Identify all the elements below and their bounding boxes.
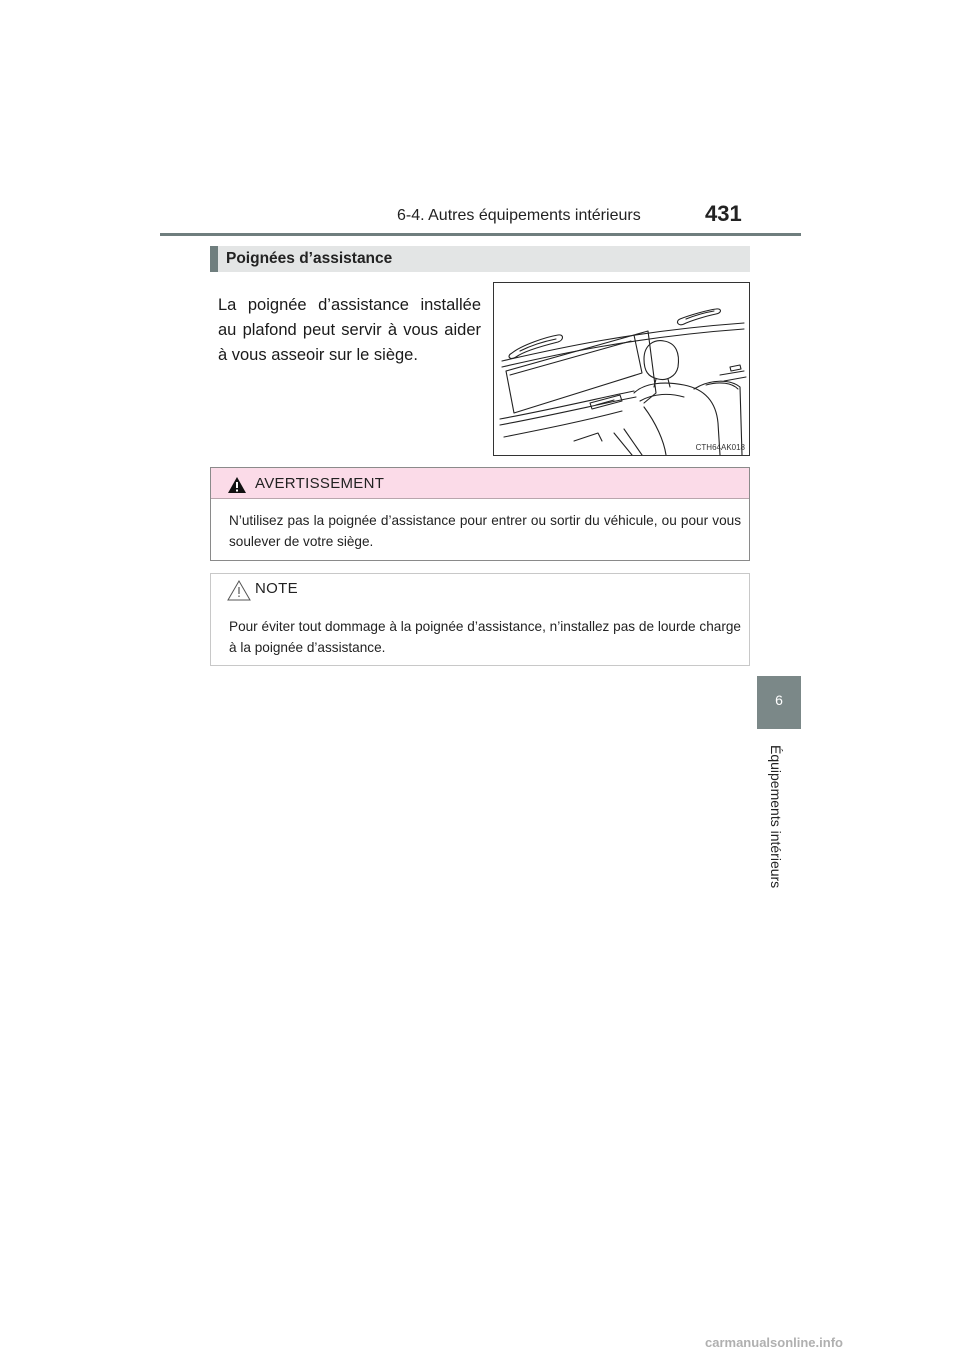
warning-triangle-outline-icon bbox=[227, 580, 251, 606]
warning-title: AVERTISSEMENT bbox=[255, 475, 385, 492]
page-number: 431 bbox=[705, 201, 742, 226]
section-heading-bar bbox=[210, 246, 218, 272]
warning-triangle-filled-icon bbox=[227, 476, 247, 499]
chapter-number: 6 bbox=[775, 692, 783, 708]
warning-box bbox=[210, 467, 750, 561]
note-box bbox=[210, 573, 750, 666]
assist-grip-illustration bbox=[493, 282, 750, 456]
chapter-tab bbox=[757, 676, 801, 729]
header-section-title: 6-4. Autres équipements intérieurs bbox=[397, 207, 641, 224]
section-title: Poignées d’assistance bbox=[226, 250, 393, 267]
figure-code: CTH64AK018 bbox=[695, 443, 745, 452]
warning-text: N’utilisez pas la poignée d’assistance pour entrer ou sortir du véhicule, ou pour vous soulever de votre siège. bbox=[229, 513, 741, 549]
note-title: NOTE bbox=[255, 580, 298, 597]
header-divider bbox=[160, 233, 801, 236]
note-text: Pour éviter tout dommage à la poignée d’assistance, n’installez pas de lourde charge à la poignée d’assistance. bbox=[229, 619, 741, 655]
warning-header bbox=[211, 468, 749, 499]
section-heading bbox=[210, 246, 750, 272]
car-interior-drawing bbox=[494, 283, 749, 455]
watermark: carmanualsonline.info bbox=[705, 1335, 843, 1350]
section-body-text: La poignée d’assistance installée au plafond peut servir à vous aider à vous asseoir sur le siège. bbox=[218, 296, 481, 364]
chapter-label: Équipements intérieurs bbox=[768, 745, 784, 889]
